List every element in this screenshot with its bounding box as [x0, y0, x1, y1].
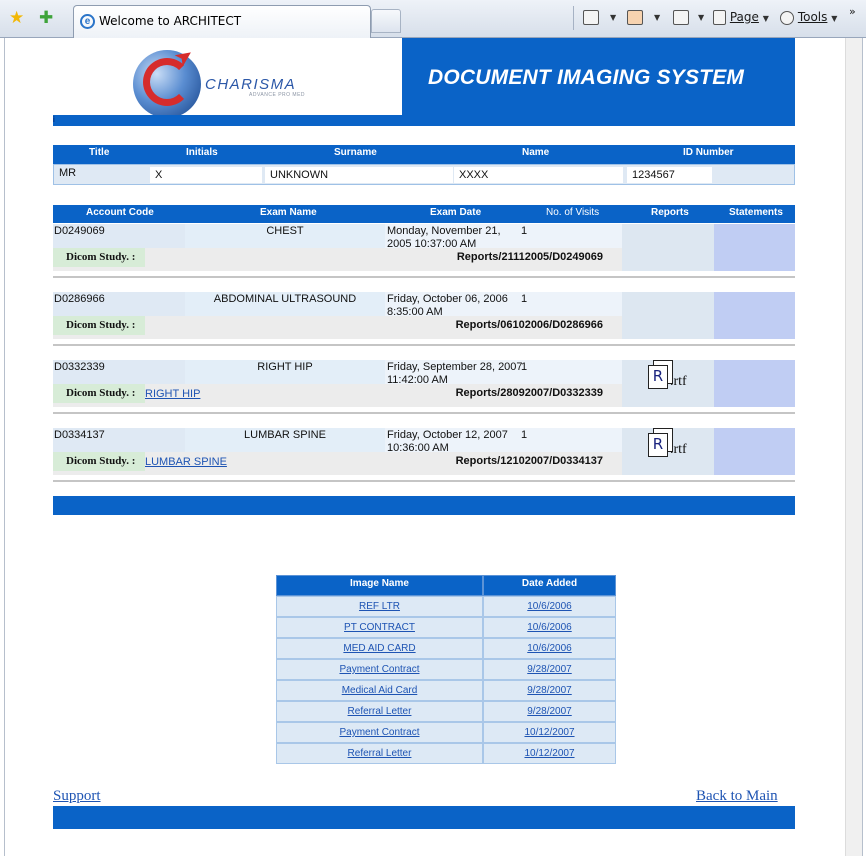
statements-cell: [714, 292, 795, 339]
image-link[interactable]: MED AID CARD: [343, 643, 416, 654]
image-link[interactable]: Payment Contract: [339, 664, 420, 675]
col-date-added: Date Added: [483, 575, 616, 596]
col-surname: Surname: [334, 147, 377, 158]
logo-arrow-icon: ➤: [169, 41, 199, 73]
date-cell: [483, 680, 616, 701]
visit-count: 1: [521, 429, 528, 441]
date-link[interactable]: 10/6/2006: [527, 622, 572, 633]
image-link[interactable]: Medical Aid Card: [341, 685, 418, 696]
image-row: [276, 617, 616, 638]
account-code: D0332339: [54, 361, 105, 373]
new-tab-button[interactable]: [371, 9, 401, 33]
col-id-number: ID Number: [683, 147, 734, 158]
feeds-dropdown-icon[interactable]: ▼: [654, 13, 661, 22]
rtf-extension-label: .rtf: [670, 374, 687, 389]
feeds-button[interactable]: [627, 9, 643, 26]
dicom-study-label: Dicom Study. :: [53, 248, 145, 267]
exam-name: CHEST: [266, 225, 304, 237]
vertical-scrollbar[interactable]: [845, 38, 862, 856]
rtf-document-icon: R: [648, 433, 668, 457]
date-link[interactable]: 10/12/2007: [524, 748, 575, 759]
dicom-study-label: Dicom Study. :: [53, 384, 145, 403]
date-link[interactable]: 9/28/2007: [527, 706, 572, 717]
account-code: D0334137: [54, 429, 105, 441]
report-path: Reports/12102007/D0334137: [455, 455, 603, 467]
visit-count: 1: [521, 293, 528, 305]
image-name-cell: [276, 680, 483, 701]
date-link[interactable]: 10/12/2007: [524, 727, 575, 738]
row-divider: [53, 412, 795, 414]
exam-date: Friday, October 12, 2007 10:36:00 AM: [387, 429, 508, 454]
support-link[interactable]: Support: [53, 788, 101, 804]
col-reports: Reports: [651, 207, 689, 218]
date-link[interactable]: 10/6/2006: [527, 643, 572, 654]
favorites-star-icon[interactable]: ★: [9, 8, 25, 27]
home-button[interactable]: [583, 9, 599, 26]
image-name-cell: [276, 722, 483, 743]
col-title: Title: [89, 147, 110, 158]
exam-date: Friday, September 28, 2007 11:42:00 AM: [387, 361, 523, 386]
col-image-name: Image Name: [276, 575, 483, 596]
tab-title: Welcome to ARCHITECT: [99, 14, 242, 28]
image-name-cell: [276, 701, 483, 722]
col-name: Name: [522, 147, 550, 158]
statements-cell: [714, 224, 795, 271]
cell: [520, 428, 622, 452]
image-name-cell: [276, 596, 483, 617]
statements-cell: [714, 360, 795, 407]
image-link[interactable]: REF LTR: [359, 601, 400, 612]
image-row: [276, 638, 616, 659]
col-account-code: Account Code: [86, 207, 154, 218]
visit-count: 1: [521, 225, 528, 237]
patient-id-value: 1234567: [627, 167, 712, 183]
print-button[interactable]: [673, 9, 689, 26]
browser-tab-active[interactable]: [73, 5, 371, 38]
dicom-study-label: Dicom Study. :: [53, 452, 145, 471]
add-favorites-icon[interactable]: ✚: [39, 8, 54, 27]
images-table: [276, 575, 616, 765]
image-row: [276, 743, 616, 764]
statements-cell: [714, 428, 795, 475]
col-visits: No. of Visits: [546, 207, 600, 218]
row-divider: [53, 276, 795, 278]
page-dropdown-icon: ▼: [762, 14, 769, 23]
page-icon: [713, 10, 726, 25]
tools-menu-label: Tools: [797, 10, 828, 24]
home-icon: [583, 10, 599, 25]
image-link[interactable]: PT CONTRACT: [344, 622, 415, 633]
exam-name: LUMBAR SPINE: [244, 429, 326, 441]
browser-toolbar: [0, 0, 866, 38]
dicom-study-link[interactable]: RIGHT HIP: [145, 388, 201, 400]
cell: [520, 360, 622, 384]
patient-table-header: [53, 145, 795, 164]
toolbar-separator: [573, 6, 574, 30]
printer-icon: [673, 10, 689, 25]
dicom-study-link[interactable]: LUMBAR SPINE: [145, 456, 227, 468]
exam-row: [53, 428, 795, 475]
date-link[interactable]: 9/28/2007: [527, 664, 572, 675]
rtf-document-icon: R: [648, 365, 668, 389]
header-marker: i: [53, 115, 55, 124]
cell: [520, 224, 622, 248]
col-exam-date: Exam Date: [430, 207, 482, 218]
date-link[interactable]: 9/28/2007: [527, 685, 572, 696]
exam-name: ABDOMINAL ULTRASOUND: [213, 293, 357, 305]
patient-table: [53, 145, 795, 185]
date-cell: [483, 617, 616, 638]
image-link[interactable]: Referral Letter: [347, 748, 412, 759]
exams-table-header: [53, 205, 795, 223]
date-cell: [483, 596, 616, 617]
col-statements: Statements: [729, 207, 783, 218]
exam-row: [53, 224, 795, 271]
image-link[interactable]: Payment Contract: [339, 727, 420, 738]
rtf-extension-label: .rtf: [670, 442, 687, 457]
page-menu-label: Page: [729, 10, 759, 24]
image-row: [276, 659, 616, 680]
cell: [520, 292, 622, 316]
rtf-report-button[interactable]: [648, 428, 696, 462]
gear-icon: [780, 11, 794, 25]
logo-wordmark: CHARISMA: [205, 76, 297, 93]
rss-icon: [627, 10, 643, 25]
exam-date: Monday, November 21, 2005 10:37:00 AM: [387, 225, 501, 250]
image-name-cell: [276, 638, 483, 659]
footer-bar: [53, 806, 795, 829]
visit-count: 1: [521, 361, 528, 373]
patient-surname-value: UNKNOWN: [265, 167, 453, 183]
date-cell: [483, 722, 616, 743]
reports-cell: [622, 292, 714, 339]
image-row: [276, 701, 616, 722]
exam-name: RIGHT HIP: [257, 361, 313, 373]
image-link[interactable]: Referral Letter: [347, 706, 412, 717]
image-name-cell: [276, 743, 483, 764]
header-bottom-bar: [53, 115, 402, 126]
page-title: DOCUMENT IMAGING SYSTEM: [428, 66, 745, 89]
title-banner: [402, 38, 795, 126]
home-dropdown-icon[interactable]: ▼: [610, 13, 617, 22]
ie-page-icon: e: [80, 14, 95, 29]
date-link[interactable]: 10/6/2006: [527, 601, 572, 612]
report-path: Reports/06102006/D0286966: [455, 319, 603, 331]
image-row: [276, 596, 616, 617]
date-cell: [483, 743, 616, 764]
reports-cell: [622, 224, 714, 271]
image-row: [276, 722, 616, 743]
row-divider: [53, 480, 795, 482]
print-dropdown-icon[interactable]: ▼: [698, 13, 705, 22]
dicom-study-label: Dicom Study. :: [53, 316, 145, 335]
exam-row: [53, 360, 795, 407]
patient-initials-value: X: [150, 167, 262, 183]
back-to-main-link[interactable]: Back to Main: [696, 788, 778, 804]
rtf-report-button[interactable]: [648, 360, 696, 394]
report-path: Reports/28092007/D0332339: [455, 387, 603, 399]
date-cell: [483, 701, 616, 722]
col-initials: Initials: [186, 147, 218, 158]
patient-title-value: MR: [59, 167, 77, 179]
logo-subtext: ADVANCE PRO MED: [249, 92, 306, 98]
logo-area: [53, 38, 402, 115]
col-exam-name: Exam Name: [260, 207, 317, 218]
date-cell: [483, 659, 616, 680]
row-divider: [53, 344, 795, 346]
image-name-cell: [276, 617, 483, 638]
account-code: D0249069: [54, 225, 105, 237]
image-name-cell: [276, 659, 483, 680]
tools-dropdown-icon: ▼: [831, 14, 838, 23]
site-header: [53, 38, 795, 126]
section-bar: [53, 496, 795, 515]
image-row: [276, 680, 616, 701]
exam-row: [53, 292, 795, 339]
toolbar-overflow-chevron[interactable]: »: [849, 5, 856, 18]
date-cell: [483, 638, 616, 659]
patient-row: [53, 164, 795, 185]
page-menu[interactable]: [713, 9, 769, 27]
report-path: Reports/21112005/D0249069: [456, 251, 603, 263]
tools-menu[interactable]: [780, 9, 837, 27]
account-code: D0286966: [54, 293, 105, 305]
patient-name-value: XXXX: [454, 167, 623, 183]
exam-date: Friday, October 06, 2006 8:35:00 AM: [387, 293, 508, 318]
